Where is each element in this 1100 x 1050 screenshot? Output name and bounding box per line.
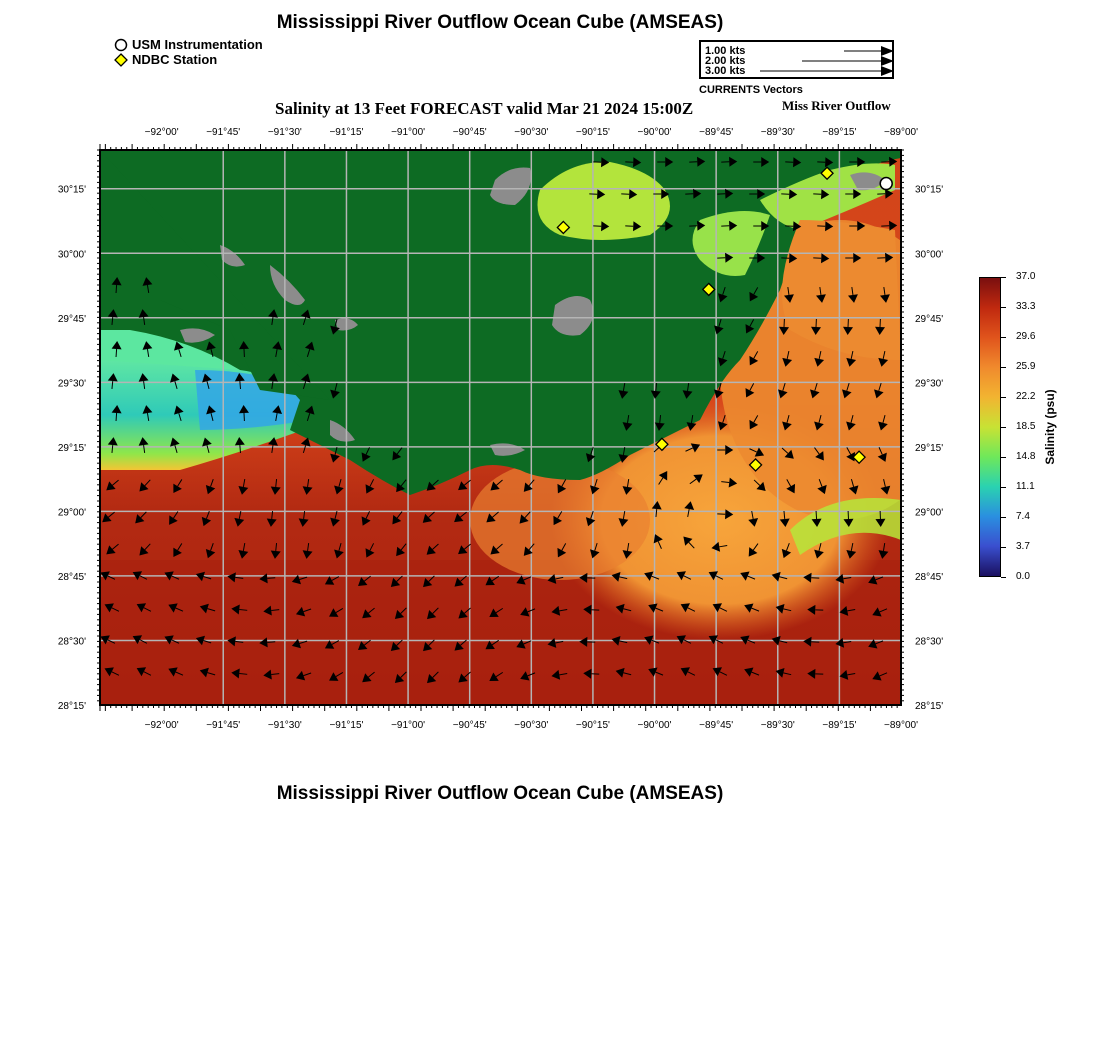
lat-labels-right xyxy=(915,185,943,712)
lon-label-top: −90°15' xyxy=(575,127,610,138)
colorbar-title: Salinity (psu) xyxy=(1043,389,1057,465)
colorbar-tick xyxy=(1001,547,1006,548)
lon-label-bottom: −91°00' xyxy=(391,720,426,731)
colorbar-tick-label: 29.6 xyxy=(1016,331,1036,342)
lon-label-top: −89°30' xyxy=(760,127,795,138)
lat-label-right: 28°45' xyxy=(915,571,944,583)
lon-label-bottom: −91°15' xyxy=(329,720,364,731)
colorbar-tick-label: 7.4 xyxy=(1016,511,1030,522)
colorbar-tick-label: 22.2 xyxy=(1016,391,1036,402)
colorbar-tick-label: 18.5 xyxy=(1016,421,1036,432)
lon-label-bottom: −89°30' xyxy=(760,720,795,731)
lon-label-bottom: −90°45' xyxy=(452,720,487,731)
colorbar-tick xyxy=(1001,427,1006,428)
colorbar xyxy=(979,277,1001,577)
lon-label-top: −89°00' xyxy=(884,127,918,138)
lon-label-bottom: −90°15' xyxy=(575,720,610,731)
lat-label-right: 30°00' xyxy=(915,249,944,261)
legend-ndbc-label: NDBC Station xyxy=(132,52,218,67)
colorbar-tick xyxy=(1001,457,1006,458)
lon-label-top: −90°45' xyxy=(452,127,487,138)
colorbar-tick-label: 33.3 xyxy=(1016,301,1036,312)
lon-label-bottom: −91°30' xyxy=(267,720,302,731)
lat-label-left: 29°30' xyxy=(57,378,86,390)
colorbar-tick xyxy=(1001,307,1006,308)
lon-label-top: −91°00' xyxy=(391,127,426,138)
colorbar-tick xyxy=(1001,487,1006,488)
lat-label-right: 29°00' xyxy=(915,507,944,519)
lon-label-bottom: −90°30' xyxy=(514,720,549,731)
lat-label-left: 30°00' xyxy=(57,249,86,261)
colorbar-tick-label: 25.9 xyxy=(1016,361,1036,372)
lon-label-bottom: −91°45' xyxy=(206,720,241,731)
vector-scale-label-1: 1.00 kts xyxy=(705,45,746,57)
colorbar-tick xyxy=(1001,397,1006,398)
lon-label-bottom: −89°00' xyxy=(884,720,918,731)
lat-label-left: 30°15' xyxy=(57,184,86,196)
colorbar-tick xyxy=(1001,337,1006,338)
lat-label-left: 28°45' xyxy=(57,571,86,583)
lat-label-left: 29°15' xyxy=(57,442,86,454)
lat-label-left: 29°00' xyxy=(57,507,86,519)
colorbar-tick xyxy=(1001,367,1006,368)
lat-label-left: 29°45' xyxy=(57,313,86,325)
colorbar-tick xyxy=(1001,577,1006,578)
lon-label-bottom: −89°15' xyxy=(822,720,857,731)
colorbar-tick-label: 3.7 xyxy=(1016,541,1030,552)
lat-label-right: 29°15' xyxy=(915,442,944,454)
legend-usm-label: USM Instrumentation xyxy=(132,37,263,52)
map-field xyxy=(100,150,960,705)
lon-label-top: −91°45' xyxy=(206,127,241,138)
vector-scale-label-2: 2.00 kts xyxy=(705,55,746,67)
map-subtitle: Salinity at 13 Feet FORECAST valid Mar 21 2024 15:00Z xyxy=(275,99,694,118)
lon-label-bottom: −90°00' xyxy=(637,720,672,731)
page-title: Mississippi River Outflow Ocean Cube (AMSEAS) xyxy=(276,12,724,33)
lon-label-top: −91°15' xyxy=(329,127,364,138)
colorbar-tick-label: 14.8 xyxy=(1016,451,1036,462)
lat-label-left: 28°30' xyxy=(57,636,86,648)
lat-label-right: 29°45' xyxy=(915,313,944,325)
lon-label-top: −92°00' xyxy=(144,127,179,138)
lon-label-top: −91°30' xyxy=(267,127,302,138)
lon-label-bottom: −92°00' xyxy=(144,720,179,731)
colorbar-tick xyxy=(1001,517,1006,518)
lat-label-right: 28°15' xyxy=(915,701,944,712)
colorbar-tick-label: 37.0 xyxy=(1016,271,1036,282)
lat-label-right: 30°15' xyxy=(915,184,944,196)
lon-label-top: −90°00' xyxy=(637,127,672,138)
lat-label-right: 28°30' xyxy=(915,636,944,648)
colorbar-tick-label: 0.0 xyxy=(1016,571,1030,582)
lat-labels-left xyxy=(58,185,86,712)
bottom-title: Mississippi River Outflow Ocean Cube (AMSEAS) xyxy=(276,783,724,804)
region-label: Miss River Outflow xyxy=(782,98,891,113)
lon-labels-top xyxy=(145,127,918,138)
lon-label-top: −89°45' xyxy=(699,127,734,138)
lon-label-top: −89°15' xyxy=(822,127,857,138)
colorbar-tick xyxy=(1001,277,1006,278)
colorbar-tick-label: 11.1 xyxy=(1016,481,1035,492)
vector-scale-label-3: 3.00 kts xyxy=(705,65,746,77)
usm-station-marker xyxy=(880,178,892,190)
lon-label-bottom: −89°45' xyxy=(699,720,734,731)
lat-label-left: 28°15' xyxy=(57,701,86,712)
vector-scale-caption: CURRENTS Vectors xyxy=(699,84,803,96)
lon-labels-bottom xyxy=(145,720,918,731)
lon-label-top: −90°30' xyxy=(514,127,549,138)
lat-label-right: 29°30' xyxy=(915,378,944,390)
